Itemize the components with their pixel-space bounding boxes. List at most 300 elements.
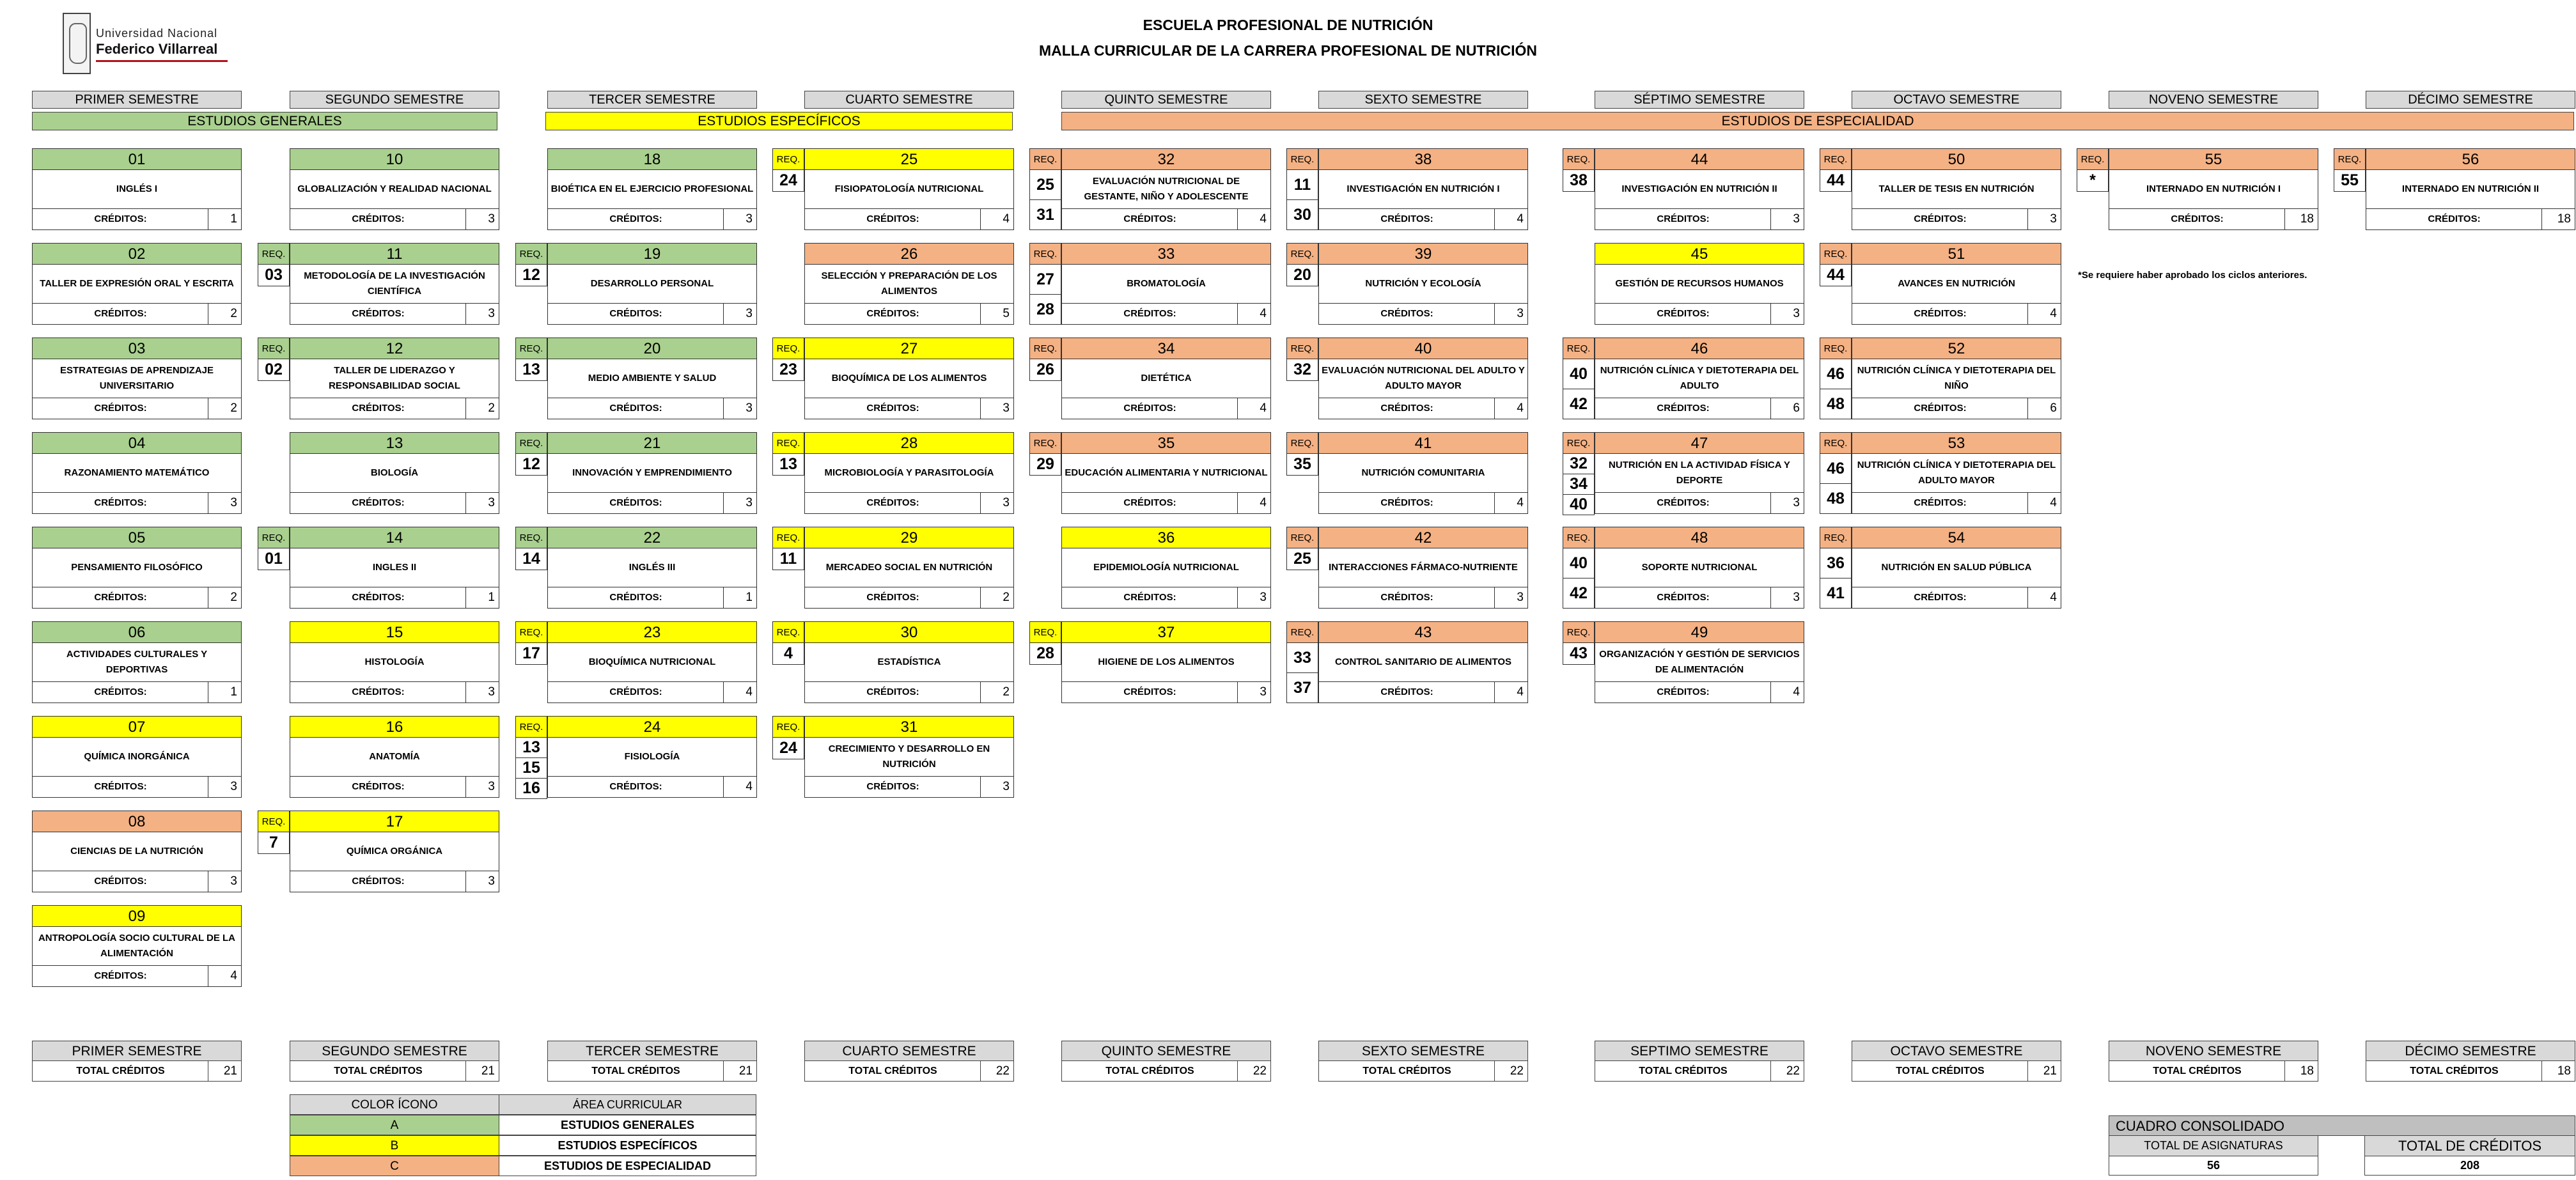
prerequisite-code: 01 xyxy=(258,548,290,570)
credits-label: CRÉDITOS: xyxy=(94,687,147,697)
prerequisite-header: REQ. xyxy=(772,148,804,170)
prerequisite-code: 12 xyxy=(515,265,547,286)
prerequisite-header: REQ. xyxy=(1286,527,1318,548)
course-card xyxy=(1318,148,1528,231)
course-card xyxy=(804,432,1014,515)
course-card xyxy=(1852,338,2061,421)
credits-value: 18 xyxy=(2284,209,2318,229)
prerequisite-code: 12 xyxy=(515,454,547,476)
course-credits-row xyxy=(1318,492,1528,514)
semester-total-body xyxy=(1318,1061,1528,1082)
prerequisite-code: 17 xyxy=(515,643,547,665)
credits-label: CRÉDITOS: xyxy=(609,403,662,414)
credits-label: CRÉDITOS: xyxy=(352,213,405,224)
prerequisite-header: REQ. xyxy=(772,527,804,548)
credits-value: 18 xyxy=(2541,209,2575,229)
course-name: SELECCIÓN Y PREPARACIÓN DE LOS ALIMENTOS xyxy=(804,265,1014,303)
course-credits-row xyxy=(1852,587,2061,609)
course-code: 52 xyxy=(1852,338,2061,359)
semester-total-body xyxy=(804,1061,1014,1082)
course-card xyxy=(32,338,242,421)
summary-credits-value: 208 xyxy=(2364,1156,2575,1176)
semester-total xyxy=(1595,1041,1804,1082)
semester-total-body xyxy=(547,1061,757,1082)
course-card xyxy=(1595,148,1804,231)
legend-area-label: ESTUDIOS DE ESPECIALIDAD xyxy=(499,1156,756,1176)
total-credits-label: TOTAL CRÉDITOS xyxy=(1362,1066,1451,1076)
course-card xyxy=(804,148,1014,231)
course-credits-row xyxy=(804,681,1014,703)
semester-total xyxy=(1061,1041,1271,1082)
credits-label: CRÉDITOS: xyxy=(1657,403,1710,414)
course-credits-row xyxy=(547,208,757,230)
prerequisite-header: REQ. xyxy=(1029,148,1061,170)
prerequisite-code: 48 xyxy=(1820,389,1852,419)
course-card xyxy=(290,338,499,421)
course-code: 10 xyxy=(290,148,499,170)
course-code: 48 xyxy=(1595,527,1804,548)
course-card xyxy=(2109,148,2318,231)
prerequisite-code: 13 xyxy=(515,359,547,381)
course-card xyxy=(1318,338,1528,421)
total-credits-value: 22 xyxy=(980,1061,1013,1081)
course-code: 49 xyxy=(1595,621,1804,643)
prerequisite-header: REQ. xyxy=(1286,148,1318,170)
course-code: 11 xyxy=(290,243,499,265)
course-credits-row xyxy=(1318,681,1528,703)
course-credits-row xyxy=(1061,587,1271,609)
legend-row xyxy=(290,1135,756,1156)
course-name: BROMATOLOGÍA xyxy=(1061,265,1271,303)
course-credits-row xyxy=(32,492,242,514)
prerequisite-header: REQ. xyxy=(772,338,804,359)
course-credits-row xyxy=(1061,681,1271,703)
course-credits-row xyxy=(1595,303,1804,325)
course-name: ANATOMÍA xyxy=(290,738,499,776)
course-code: 34 xyxy=(1061,338,1271,359)
credits-label: CRÉDITOS: xyxy=(866,687,919,697)
course-name: EVALUACIÓN NUTRICIONAL DEL ADULTO Y ADULTO MAYOR xyxy=(1318,359,1528,398)
course-name: EDUCACIÓN ALIMENTARIA Y NUTRICIONAL xyxy=(1061,454,1271,492)
course-code: 55 xyxy=(2109,148,2318,170)
course-code: 31 xyxy=(804,716,1014,738)
credits-value: 3 xyxy=(208,777,241,797)
course-code: 38 xyxy=(1318,148,1528,170)
course-card xyxy=(547,527,757,610)
prerequisite-code: 14 xyxy=(515,548,547,570)
prerequisite-code: 37 xyxy=(1286,673,1318,703)
course-name: TALLER DE LIDERAZGO Y RESPONSABILIDAD SOCIAL xyxy=(290,359,499,398)
course-card xyxy=(1061,338,1271,421)
semester-header: NOVENO SEMESTRE xyxy=(2109,91,2318,109)
credits-label: CRÉDITOS: xyxy=(94,497,147,508)
course-card xyxy=(547,338,757,421)
course-card xyxy=(1852,148,2061,231)
credits-value: 4 xyxy=(723,777,756,797)
summary-subjects-label: TOTAL DE ASIGNATURAS xyxy=(2109,1136,2318,1156)
semester-total xyxy=(290,1041,499,1082)
credits-value: 4 xyxy=(1237,398,1270,419)
credits-label: CRÉDITOS: xyxy=(2171,213,2224,224)
course-card xyxy=(1595,621,1804,704)
credits-value: 4 xyxy=(1237,493,1270,513)
prerequisite-code: * xyxy=(2077,170,2109,192)
course-credits-row xyxy=(2109,208,2318,230)
course-credits-row xyxy=(32,208,242,230)
prerequisite-code: 33 xyxy=(1286,643,1318,673)
course-code: 05 xyxy=(32,527,242,548)
prerequisite-code: 25 xyxy=(1286,548,1318,570)
prerequisite-header: REQ. xyxy=(1029,621,1061,643)
course-code: 47 xyxy=(1595,432,1804,454)
semester-total xyxy=(547,1041,757,1082)
credits-label: CRÉDITOS: xyxy=(1380,213,1433,224)
credits-label: CRÉDITOS: xyxy=(94,876,147,887)
credits-value: 4 xyxy=(2027,587,2061,608)
credits-label: CRÉDITOS: xyxy=(352,592,405,603)
credits-label: CRÉDITOS: xyxy=(1657,592,1710,603)
prerequisite-code: 13 xyxy=(515,738,547,758)
course-name: INVESTIGACIÓN EN NUTRICIÓN I xyxy=(1318,170,1528,208)
credits-value: 3 xyxy=(1237,682,1270,703)
credits-label: CRÉDITOS: xyxy=(866,213,919,224)
credits-label: CRÉDITOS: xyxy=(94,592,147,603)
total-credits-value: 22 xyxy=(1770,1061,1804,1081)
credits-label: CRÉDITOS: xyxy=(1657,687,1710,697)
course-name: NUTRICIÓN CLÍNICA Y DIETOTERAPIA DEL ADULTO xyxy=(1595,359,1804,398)
course-credits-row xyxy=(547,776,757,798)
credits-value: 3 xyxy=(1494,304,1527,324)
course-name: NUTRICIÓN EN LA ACTIVIDAD FÍSICA Y DEPORTE xyxy=(1595,454,1804,492)
semester-total-header: SEXTO SEMESTRE xyxy=(1318,1041,1528,1061)
course-code: 40 xyxy=(1318,338,1528,359)
credits-value: 3 xyxy=(980,777,1013,797)
semester-total-header: TERCER SEMESTRE xyxy=(547,1041,757,1061)
course-code: 30 xyxy=(804,621,1014,643)
course-card xyxy=(1318,243,1528,326)
prerequisite-code: 4 xyxy=(772,643,804,665)
credits-value: 3 xyxy=(980,493,1013,513)
semester-total-body xyxy=(2109,1061,2318,1082)
course-name: INTERNADO EN NUTRICIÓN I xyxy=(2109,170,2318,208)
semester-header: DÉCIMO SEMESTRE xyxy=(2366,91,2575,109)
prerequisite-code: 38 xyxy=(1563,170,1595,192)
course-card xyxy=(804,243,1014,326)
legend-area-label: ESTUDIOS ESPECÍFICOS xyxy=(499,1135,756,1156)
course-card xyxy=(32,148,242,231)
course-card xyxy=(1061,148,1271,231)
course-credits-row xyxy=(1595,208,1804,230)
course-card xyxy=(1061,621,1271,704)
total-credits-value: 21 xyxy=(2027,1061,2061,1081)
course-credits-row xyxy=(1318,208,1528,230)
course-name: CRECIMIENTO Y DESARROLLO EN NUTRICIÓN xyxy=(804,738,1014,776)
course-card xyxy=(1595,338,1804,421)
course-credits-row xyxy=(32,587,242,609)
legend-color-swatch: C xyxy=(290,1156,499,1176)
course-credits-row xyxy=(290,492,499,514)
credits-value: 5 xyxy=(980,304,1013,324)
credits-value: 3 xyxy=(2027,209,2061,229)
page-title: ESCUELA PROFESIONAL DE NUTRICIÓN xyxy=(1143,17,1433,33)
credits-value: 2 xyxy=(208,398,241,419)
prerequisite-code: 40 xyxy=(1563,359,1595,389)
course-card xyxy=(290,432,499,515)
course-credits-row xyxy=(804,587,1014,609)
credits-value: 4 xyxy=(1494,493,1527,513)
course-code: 04 xyxy=(32,432,242,454)
prerequisite-header: REQ. xyxy=(1029,243,1061,265)
course-code: 02 xyxy=(32,243,242,265)
course-code: 01 xyxy=(32,148,242,170)
prerequisite-code: 25 xyxy=(1029,170,1061,200)
course-name: DIETÉTICA xyxy=(1061,359,1271,398)
credits-value: 2 xyxy=(208,304,241,324)
credits-label: CRÉDITOS: xyxy=(1123,497,1176,508)
course-name: BIOÉTICA EN EL EJERCICIO PROFESIONAL xyxy=(547,170,757,208)
credits-label: CRÉDITOS: xyxy=(1380,403,1433,414)
course-card xyxy=(1061,243,1271,326)
credits-label: CRÉDITOS: xyxy=(609,687,662,697)
course-code: 23 xyxy=(547,621,757,643)
course-card xyxy=(804,527,1014,610)
semester-total-header: QUINTO SEMESTRE xyxy=(1061,1041,1271,1061)
course-card xyxy=(547,621,757,704)
course-credits-row xyxy=(1852,492,2061,514)
credits-value: 4 xyxy=(1494,209,1527,229)
course-credits-row xyxy=(2366,208,2575,230)
course-code: 17 xyxy=(290,811,499,832)
prerequisite-code: 35 xyxy=(1286,454,1318,476)
credits-label: CRÉDITOS: xyxy=(352,781,405,792)
prerequisite-code: 43 xyxy=(1563,643,1595,665)
prerequisite-code: 46 xyxy=(1820,454,1852,484)
course-name: CIENCIAS DE LA NUTRICIÓN xyxy=(32,832,242,871)
course-credits-row xyxy=(1852,398,2061,419)
course-credits-row xyxy=(290,681,499,703)
semester-total-body xyxy=(2366,1061,2575,1082)
course-card xyxy=(547,243,757,326)
course-name: ESTADÍSTICA xyxy=(804,643,1014,681)
course-credits-row xyxy=(1318,587,1528,609)
course-name: INNOVACIÓN Y EMPRENDIMIENTO xyxy=(547,454,757,492)
total-credits-value: 21 xyxy=(208,1061,241,1081)
credits-value: 3 xyxy=(1770,587,1804,608)
course-code: 16 xyxy=(290,716,499,738)
legend-header-color: COLOR ÍCONO xyxy=(290,1094,499,1115)
credits-value: 4 xyxy=(1237,209,1270,229)
course-code: 35 xyxy=(1061,432,1271,454)
course-code: 24 xyxy=(547,716,757,738)
credits-label: CRÉDITOS: xyxy=(94,403,147,414)
credits-label: CRÉDITOS: xyxy=(866,403,919,414)
course-name: CONTROL SANITARIO DE ALIMENTOS xyxy=(1318,643,1528,681)
credits-label: CRÉDITOS: xyxy=(352,497,405,508)
prerequisite-header: REQ. xyxy=(258,338,290,359)
semester-total-header: NOVENO SEMESTRE xyxy=(2109,1041,2318,1061)
prerequisite-code: 44 xyxy=(1820,265,1852,286)
course-credits-row xyxy=(1061,303,1271,325)
credits-label: CRÉDITOS: xyxy=(1914,403,1967,414)
course-credits-row xyxy=(547,587,757,609)
course-code: 39 xyxy=(1318,243,1528,265)
course-card xyxy=(1595,527,1804,610)
credits-label: CRÉDITOS: xyxy=(1657,213,1710,224)
course-card xyxy=(1852,243,2061,326)
semester-header: TERCER SEMESTRE xyxy=(547,91,757,109)
total-credits-value: 22 xyxy=(1237,1061,1270,1081)
credits-value: 3 xyxy=(1770,304,1804,324)
logo-underline xyxy=(96,60,228,62)
credits-value: 2 xyxy=(980,682,1013,703)
course-credits-row xyxy=(32,776,242,798)
course-credits-row xyxy=(1595,492,1804,514)
prerequisite-code: 24 xyxy=(772,170,804,192)
credits-label: CRÉDITOS: xyxy=(609,592,662,603)
credits-label: CRÉDITOS: xyxy=(1657,497,1710,508)
semester-total-header: SEGUNDO SEMESTRE xyxy=(290,1041,499,1061)
course-card xyxy=(1852,432,2061,515)
course-card xyxy=(804,716,1014,799)
credits-value: 4 xyxy=(2027,304,2061,324)
prerequisite-header: REQ. xyxy=(515,338,547,359)
semester-total xyxy=(32,1041,242,1082)
course-credits-row xyxy=(1061,208,1271,230)
course-name: AVANCES EN NUTRICIÓN xyxy=(1852,265,2061,303)
course-card xyxy=(547,716,757,799)
prerequisite-code: 40 xyxy=(1563,548,1595,578)
course-credits-row xyxy=(1595,587,1804,609)
credits-value: 4 xyxy=(1237,304,1270,324)
prerequisite-code: 24 xyxy=(772,738,804,759)
credits-value: 3 xyxy=(465,871,499,892)
course-name: SOPORTE NUTRICIONAL xyxy=(1595,548,1804,587)
course-name: DESARROLLO PERSONAL xyxy=(547,265,757,303)
summary-credits-label: TOTAL DE CRÉDITOS xyxy=(2364,1136,2575,1156)
credits-value: 2 xyxy=(465,398,499,419)
credits-value: 3 xyxy=(465,304,499,324)
course-card xyxy=(32,716,242,799)
course-name: MICROBIOLOGÍA Y PARASITOLOGÍA xyxy=(804,454,1014,492)
credits-value: 3 xyxy=(723,209,756,229)
course-name: BIOQUÍMICA NUTRICIONAL xyxy=(547,643,757,681)
semester-header: OCTAVO SEMESTRE xyxy=(1852,91,2061,109)
course-code: 07 xyxy=(32,716,242,738)
semester-total xyxy=(804,1041,1014,1082)
course-card xyxy=(547,148,757,231)
credits-value: 4 xyxy=(723,682,756,703)
course-credits-row xyxy=(804,776,1014,798)
semester-total-header: OCTAVO SEMESTRE xyxy=(1852,1041,2061,1061)
course-name: HISTOLOGÍA xyxy=(290,643,499,681)
course-name: EVALUACIÓN NUTRICIONAL DE GESTANTE, NIÑO Y ADOLESCENTE xyxy=(1061,170,1271,208)
course-name: METODOLOGÍA DE LA INVESTIGACIÓN CIENTÍFICA xyxy=(290,265,499,303)
prerequisite-code: 36 xyxy=(1820,548,1852,578)
course-credits-row xyxy=(804,208,1014,230)
prerequisite-code: 32 xyxy=(1286,359,1318,381)
course-card xyxy=(547,432,757,515)
credits-label: CRÉDITOS: xyxy=(609,781,662,792)
course-code: 19 xyxy=(547,243,757,265)
prerequisite-header: REQ. xyxy=(258,243,290,265)
course-credits-row xyxy=(547,303,757,325)
course-name: NUTRICIÓN Y ECOLOGÍA xyxy=(1318,265,1528,303)
area-estudios-especialidad: ESTUDIOS DE ESPECIALIDAD xyxy=(1061,112,2574,130)
course-name: NUTRICIÓN EN SALUD PÚBLICA xyxy=(1852,548,2061,587)
course-code: 14 xyxy=(290,527,499,548)
credits-value: 2 xyxy=(208,587,241,608)
credits-label: CRÉDITOS: xyxy=(94,213,147,224)
course-code: 13 xyxy=(290,432,499,454)
credits-label: CRÉDITOS: xyxy=(1123,308,1176,319)
course-code: 29 xyxy=(804,527,1014,548)
credits-label: CRÉDITOS: xyxy=(1914,497,1967,508)
prerequisite-code: 42 xyxy=(1563,578,1595,609)
credits-label: CRÉDITOS: xyxy=(1123,687,1176,697)
prerequisite-note: *Se requiere haber aprobado los ciclos anteriores. xyxy=(2078,270,2307,281)
prerequisite-header: REQ. xyxy=(258,527,290,548)
course-credits-row xyxy=(804,303,1014,325)
prerequisite-header: REQ. xyxy=(1563,432,1595,454)
course-code: 15 xyxy=(290,621,499,643)
semester-total-header: SEPTIMO SEMESTRE xyxy=(1595,1041,1804,1061)
credits-value: 3 xyxy=(465,682,499,703)
course-card xyxy=(32,527,242,610)
course-credits-row xyxy=(290,398,499,419)
course-card xyxy=(1318,432,1528,515)
course-name: MEDIO AMBIENTE Y SALUD xyxy=(547,359,757,398)
semester-total xyxy=(1852,1041,2061,1082)
logo-line-1: Universidad Nacional xyxy=(96,27,218,40)
credits-label: CRÉDITOS: xyxy=(2428,213,2481,224)
course-name: ORGANIZACIÓN Y GESTIÓN DE SERVICIOS DE ALIMENTACIÓN xyxy=(1595,643,1804,681)
credits-value: 1 xyxy=(208,209,241,229)
prerequisite-code: 26 xyxy=(1029,359,1061,381)
credits-label: CRÉDITOS: xyxy=(866,781,919,792)
course-name: INGLÉS III xyxy=(547,548,757,587)
prerequisite-code: 15 xyxy=(515,758,547,779)
course-code: 32 xyxy=(1061,148,1271,170)
course-name: GLOBALIZACIÓN Y REALIDAD NACIONAL xyxy=(290,170,499,208)
total-credits-label: TOTAL CRÉDITOS xyxy=(591,1066,680,1076)
course-code: 06 xyxy=(32,621,242,643)
total-credits-label: TOTAL CRÉDITOS xyxy=(334,1066,423,1076)
prerequisite-code: 31 xyxy=(1029,200,1061,230)
course-name: MERCADEO SOCIAL EN NUTRICIÓN xyxy=(804,548,1014,587)
credits-label: CRÉDITOS: xyxy=(1914,592,1967,603)
course-code: 27 xyxy=(804,338,1014,359)
course-name: GESTIÓN DE RECURSOS HUMANOS xyxy=(1595,265,1804,303)
course-code: 45 xyxy=(1595,243,1804,265)
prerequisite-header: REQ. xyxy=(1563,527,1595,548)
course-credits-row xyxy=(547,492,757,514)
total-credits-label: TOTAL CRÉDITOS xyxy=(2410,1066,2499,1076)
credits-label: CRÉDITOS: xyxy=(352,687,405,697)
course-code: 25 xyxy=(804,148,1014,170)
course-code: 56 xyxy=(2366,148,2575,170)
course-credits-row xyxy=(1061,492,1271,514)
semester-header: SEGUNDO SEMESTRE xyxy=(290,91,499,109)
course-name: EPIDEMIOLOGÍA NUTRICIONAL xyxy=(1061,548,1271,587)
total-credits-label: TOTAL CRÉDITOS xyxy=(1896,1066,1985,1076)
credits-label: CRÉDITOS: xyxy=(94,970,147,981)
total-credits-label: TOTAL CRÉDITOS xyxy=(1105,1066,1194,1076)
credits-label: CRÉDITOS: xyxy=(609,213,662,224)
course-credits-row xyxy=(1852,208,2061,230)
prerequisite-code: 40 xyxy=(1563,495,1595,515)
credits-value: 3 xyxy=(723,398,756,419)
credits-value: 2 xyxy=(980,587,1013,608)
